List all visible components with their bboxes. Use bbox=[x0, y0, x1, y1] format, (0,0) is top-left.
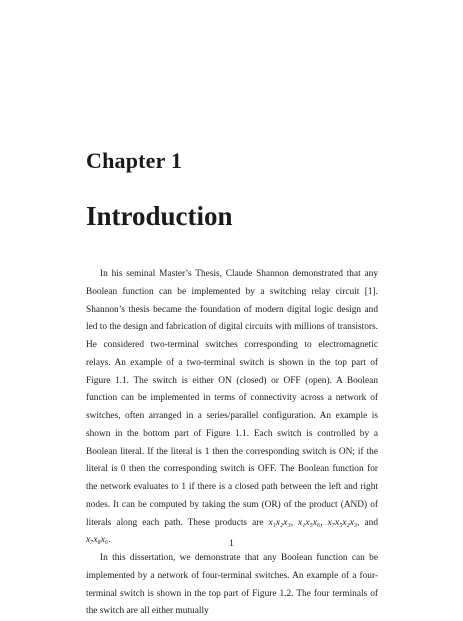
paragraph-2: In this dissertation, we demonstrate that any Boolean function can be implemented by a network of four-terminal switches. An example of a four-terminal switch is shown in the top part of Figure 1.2. The four terminals of the switch are all either mutually bbox=[86, 553, 378, 617]
chapter-title: Introduction bbox=[86, 201, 233, 231]
separator-3: , and bbox=[357, 517, 378, 528]
product-term-3: x₇x₅x₂x₃ bbox=[327, 517, 358, 528]
body-text bbox=[86, 266, 378, 621]
page-number: 1 bbox=[229, 539, 234, 549]
paragraph-1-text: In his seminal Master’s Thesis, Claude Shannon demonstrated that any Boolean function can be implemented by a switching relay circuit [1]. Shannon’s thesis became the foundation of modern digital logic design and led to the design and fabrication of digital circuits with millions of transistors. He considered two-terminal switches corresponding to electromagnetic relays. An example of a two-terminal switch is shown in the top part of Figure 1.1. The switch is either ON (closed) or OFF (open). A Boolean function can be implemented in terms of connectivity across a network of switches, often arranged in a series/parallel configuration. An example is shown in the bottom part of Figure 1.1. Each switch is controlled by a Boolean literal. If the literal is 1 then the corresponding switch is ON; if the literal is 0 then the corresponding switch is OFF. The Boolean function for the network evaluates to 1 if there is a closed path between the left and right nodes. It can be computed by taking the sum (OR) of the product (AND) of literals along each path. These products are bbox=[86, 269, 378, 528]
separator-2: , bbox=[320, 517, 328, 528]
product-term-1: x₁x₂x₃ bbox=[268, 517, 291, 528]
chapter-label: Chapter 1 bbox=[86, 148, 183, 173]
product-term-2: x₁x₅x₆ bbox=[298, 517, 321, 528]
separator-1: , bbox=[290, 517, 299, 528]
product-term-4: x₇x₈x₆ bbox=[86, 535, 109, 546]
paragraph-1-end: . bbox=[108, 535, 111, 546]
paragraph-1 bbox=[86, 266, 378, 550]
